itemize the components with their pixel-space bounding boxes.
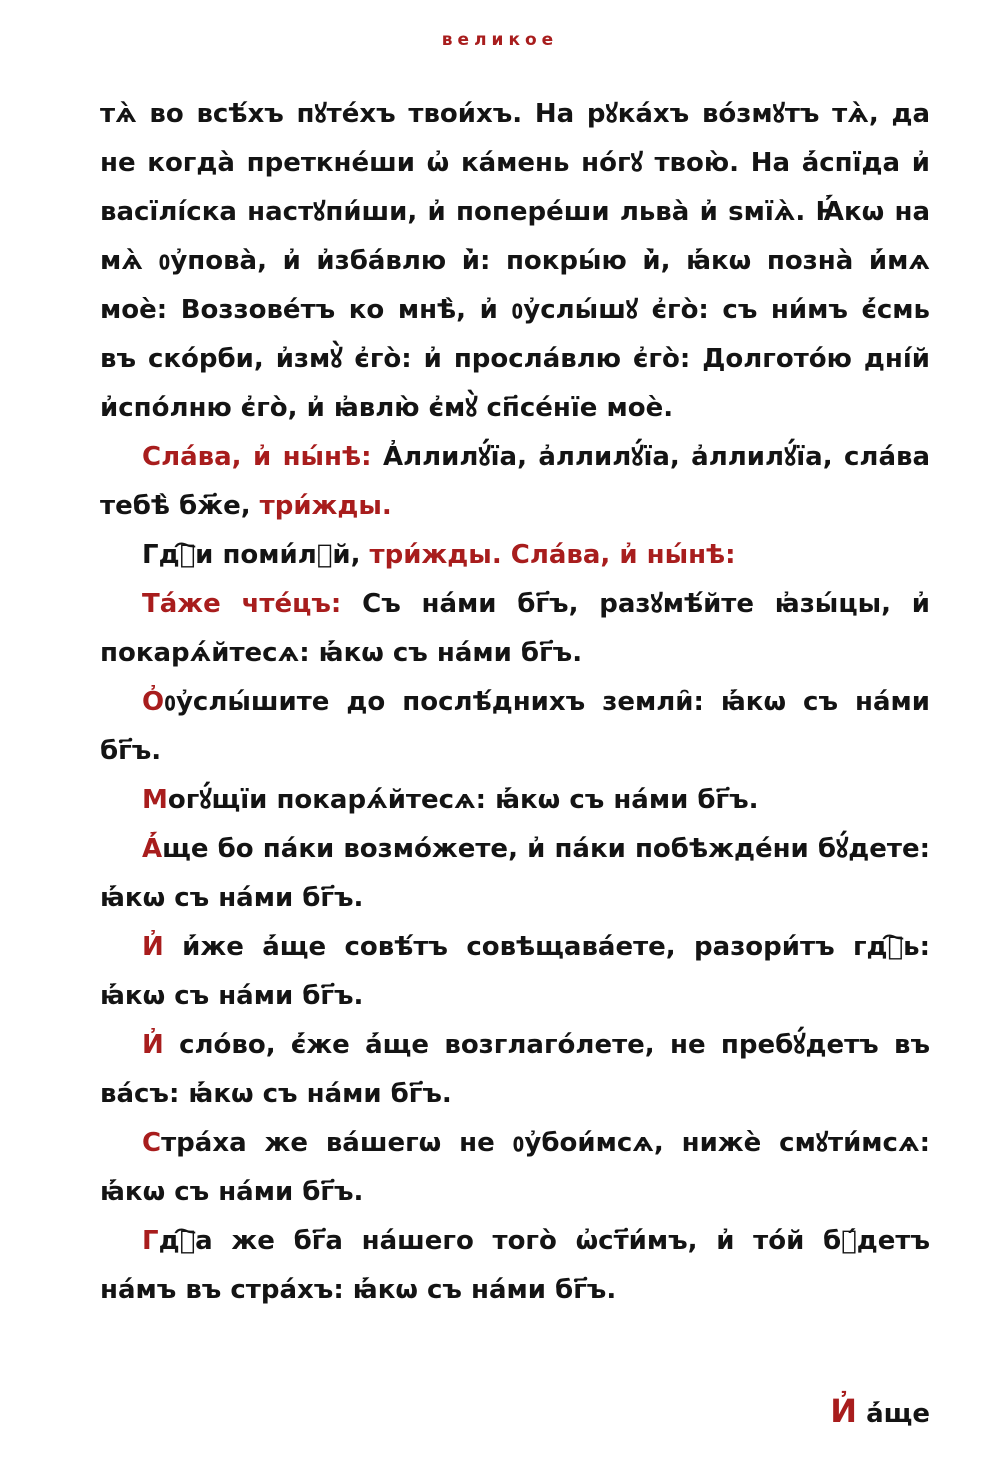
paragraph	[100, 825, 930, 923]
paragraph	[100, 1021, 930, 1119]
paragraph	[100, 1217, 930, 1315]
paragraph	[100, 678, 930, 776]
body-text: огꙋ́щїи покарѧ́йтесѧ: ꙗ҆́кѡ съ на́ми бг҃ъ.	[167, 785, 759, 815]
rubric-text: О҆	[142, 687, 165, 717]
paragraph	[100, 90, 930, 433]
catchword-rest: а҆́ще	[857, 1399, 930, 1429]
body-text: Съ на́ми бг҃ъ, разꙋмѣ́йте ꙗ҆зы́цы, и҆ покарѧ́йтесѧ: ꙗ҆́кѡ съ на́ми бг҃ъ.	[100, 589, 930, 668]
paragraph	[100, 1119, 930, 1217]
paragraph	[100, 580, 930, 678]
body-text: ᲂу҆слы́шите до послѣ́днихъ земли̑: ꙗ҆́кѡ съ на́ми бг҃ъ.	[100, 687, 930, 766]
body-text: А҆ллилꙋ́їа, а҆ллилꙋ́їа, а҆ллилꙋ́їа, сла́ва тебѣ̀ бж҃е,	[100, 442, 930, 521]
body-text: дⷭ҇а же бг҃а на́шего того̀ ѡ҆ст҃и́мъ, и҆ то́й бꙋ́детъ на́мъ въ стра́хъ: ꙗ҆́кѡ съ на́ми бг҃ъ.	[100, 1226, 930, 1305]
main-text	[100, 90, 930, 1315]
paragraph	[100, 531, 930, 580]
rubric-text: три́жды. Сла́ва, и҆ ны́нѣ:	[369, 540, 736, 570]
rubric-text: А҆	[142, 834, 163, 864]
body-text: ́ще бо па́ки возмо́жете, и҆ па́ки побѣжде́ни бꙋ́дете: ꙗ҆́кѡ съ на́ми бг҃ъ.	[100, 834, 930, 913]
running-head: великое	[441, 30, 559, 50]
paragraph	[100, 776, 930, 825]
rubric-text: Сла́ва, и҆ ны́нѣ:	[142, 442, 383, 472]
rubric-text: три́жды.	[259, 491, 392, 521]
body-text: тѧ̀ во всѣ́хъ пꙋте́хъ твои́хъ. На рꙋка́хъ во́змꙋтъ тѧ̀, да не когда̀ преткне́ши ѡ҆ ка́мень но́гꙋ твою̀. На а҆́спїда и҆ васїлі́ска настꙋпи́ши, и҆ попере́ши льва̀ и҆ ѕмїѧ̀. Ꙗ҆́кѡ на мѧ̀ ᲂу҆пова̀, и҆ и҆зба́влю и҆̀: покры́ю и҆̀, ꙗ҆́кѡ позна̀ и҆́мѧ моѐ: Воззове́тъ ко мнѣ̀, и҆ ᲂу҆слы́шꙋ є҆го̀: съ ни́мъ є҆́смь въ ско́рби, и҆змꙋ̀ є҆го̀: и҆ просла́влю є҆го̀: Долгото́ю дні́й и҆спо́лню є҆го̀, и҆ ꙗ҆влю̀ є҆мꙋ̀ сп҃се́нїе моѐ.	[100, 99, 930, 423]
catchword-initial: И҆	[830, 1392, 858, 1430]
rubric-text: Г	[142, 1226, 159, 1256]
body-text: и҆́же а҆́ще совѣ́тъ совѣщава́ете, разори́тъ гдⷭ҇ь: ꙗ҆́кѡ съ на́ми бг҃ъ.	[100, 932, 930, 1011]
rubric-text: М	[142, 785, 168, 815]
rubric-text: И҆	[142, 1030, 164, 1060]
body-text: тра́ха же ва́шегѡ не ᲂу҆бои́мсѧ, нижѐ смꙋти́мсѧ: ꙗ҆́кѡ съ на́ми бг҃ъ.	[100, 1128, 930, 1207]
rubric-text: Та́же чте́цъ:	[142, 589, 363, 619]
paragraph	[100, 433, 930, 531]
body-text: сло́во, є҆́же а҆́ще возглаго́лете, не пребꙋ́детъ въ ва́съ: ꙗ҆́кѡ съ на́ми бг҃ъ.	[100, 1030, 930, 1109]
rubric-text: С	[142, 1128, 162, 1158]
paragraph	[100, 923, 930, 1021]
catchword	[830, 1387, 930, 1439]
rubric-text: И҆	[142, 932, 164, 962]
body-text: Гдⷭ҇и поми́лꙋй,	[142, 540, 370, 570]
